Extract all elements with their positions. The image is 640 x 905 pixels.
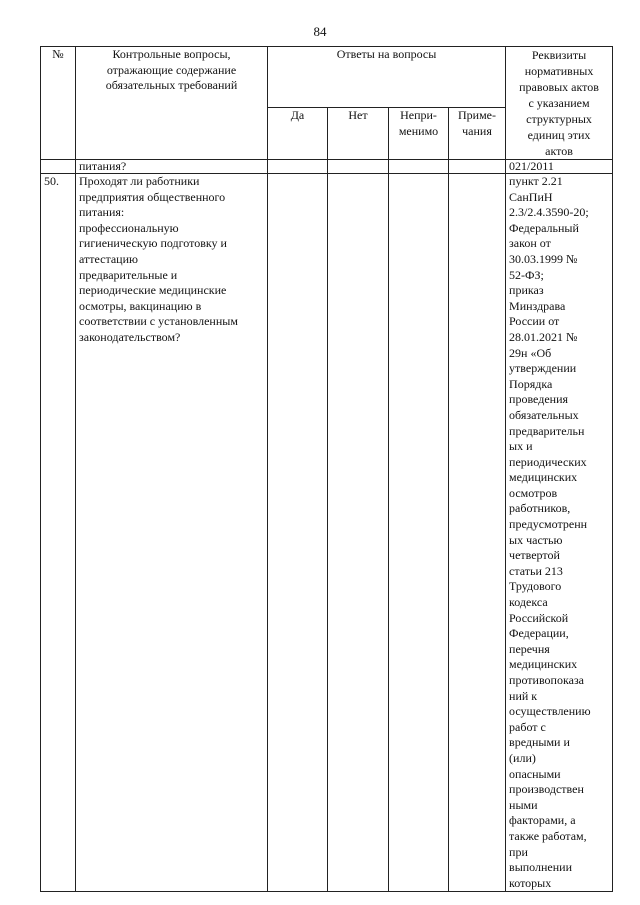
no-column-header: Нет — [328, 108, 389, 160]
number-column-header: № — [41, 47, 76, 160]
checklist-table — [40, 46, 613, 892]
yes-answer-cell — [268, 174, 328, 892]
continuation-requisites-cell: 021/2011 — [506, 160, 613, 174]
continuation-no-cell — [328, 160, 389, 174]
no-answer-cell — [328, 174, 389, 892]
continuation-not-applicable-cell — [389, 160, 449, 174]
question-cell: Проходят ли работники предприятия общественного питания: профессиональную гигиеническую подготовку и аттестацию предварительные и периодические медицинские осмотры, вакцинацию в соответствии с установленным законодательством? — [76, 174, 268, 892]
table-row — [41, 174, 613, 892]
continuation-notes-cell — [449, 160, 506, 174]
questions-column-header: Контрольные вопросы, отражающие содержание обязательных требований — [76, 47, 268, 160]
not-applicable-answer-cell — [389, 174, 449, 892]
continuation-question-cell: питания? — [76, 160, 268, 174]
continuation-number-cell — [41, 160, 76, 174]
notes-column-header: Приме- чания — [449, 108, 506, 160]
header-row — [41, 47, 613, 108]
page-number: 84 — [313, 24, 327, 39]
continuation-yes-cell — [268, 160, 328, 174]
not-applicable-column-header: Непри- менимо — [389, 108, 449, 160]
requisites-cell: пункт 2.21 СанПиН 2.3/2.4.3590-20; Федеральный закон от 30.03.1999 № 52-ФЗ; приказ Минздрава России от 28.01.2021 № 29н «Об утверждении Порядка проведения обязательных предварительн ых и периодических медицинских осмотров работников, предусмотренн ых частью четвертой статьи 213 Трудового кодекса Российской Федерации, перечня медицинских противопоказа ний к осуществлению работ с вредными и (или) опасными производствен ными факторами, а также работам, при выполнении которых — [506, 174, 613, 892]
yes-column-header: Да — [268, 108, 328, 160]
notes-answer-cell — [449, 174, 506, 892]
continuation-row — [41, 160, 613, 174]
answers-column-header: Ответы на вопросы — [268, 47, 506, 108]
row-number-cell: 50. — [41, 174, 76, 892]
requisites-column-header: Реквизиты нормативных правовых актов с указанием структурных единиц этих актов — [506, 47, 613, 160]
